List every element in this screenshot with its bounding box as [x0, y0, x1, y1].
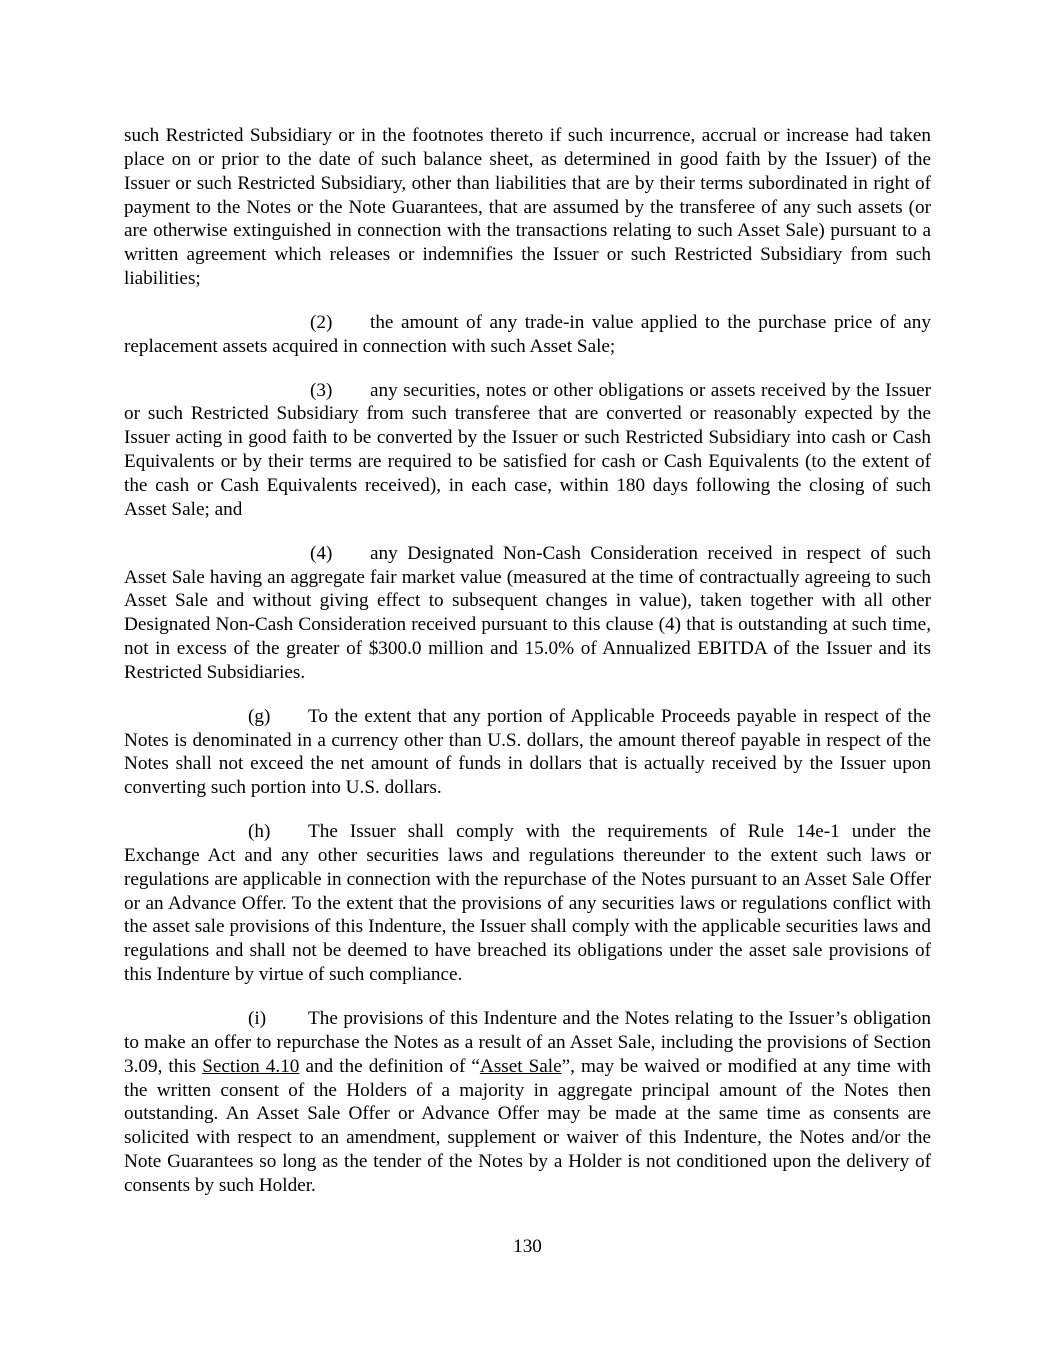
clause-text: any Designated Non-Cash Consideration received in respect of such Asset Sale having an aggregate fair market value (measured at the time of contractually agreeing to such Asset Sale and without giving effect to subsequent changes in value), taken together with all other Designated Non-Cash Consideration received pursuant to this clause (4) that is outstanding at such time, not in excess of the greater of $300.0 million and 15.0% of Annualized EBITDA of the Issuer and its Restricted Subsidiaries. [124, 542, 931, 683]
clause-marker: (4) [310, 542, 333, 564]
clause-marker: (2) [310, 311, 333, 333]
section-text: To the extent that any portion of Applicable Proceeds payable in respect of the Notes is denominated in a currency other than U.S. dollars, the amount thereof payable in respect of the Notes shall not exceed the net amount of funds in dollars that is actually received by the Issuer upon converting such portion into U.S. dollars. [124, 705, 931, 799]
section-text-part: ”, may be waived or modified at any time with the written consent of the Holders of a majority in aggregate principal amount of the Notes then outstanding. An Asset Sale Offer or Advance Offer may be made at the same time as consents are solicited with respect to an amendment, supplement or waiver of this Indenture, the Notes and/or the Note Guarantees so long as the tender of the Notes by a Holder is not conditioned upon the delivery of consents by such Holder. [124, 1055, 931, 1196]
asset-sale-link[interactable]: Asset Sale [479, 1055, 562, 1077]
section-i [124, 1007, 931, 1198]
section-text-part: and the definition of “ [299, 1055, 480, 1077]
clause-text: the amount of any trade-in value applied to the purchase price of any replacement assets acquired in connection with such Asset Sale; [124, 311, 931, 357]
section-text-part: The provisions of this Indenture and the Notes relating to the Issuer’s obligation to make an offer to repurchase the Notes as a result of an Asset Sale, including the provisions of Section 3.09, this [124, 1008, 931, 1077]
page-number: 130 [513, 1236, 542, 1257]
document-body [124, 124, 931, 1218]
clause-3 [124, 379, 931, 522]
section-marker: (i) [248, 1008, 267, 1029]
clause-4 [124, 542, 931, 685]
section-4-10-link[interactable]: Section 4.10 [202, 1055, 300, 1077]
section-h [124, 820, 931, 987]
clause-2 [124, 311, 931, 359]
section-text: The Issuer shall comply with the requirements of Rule 14e-1 under the Exchange Act and any other securities laws and regulations thereunder to the extent such laws or regulations are applicable in connection with the repurchase of the Notes pursuant to an Asset Sale Offer or an Advance Offer. To the extent that the provisions of any securities laws or regulations conflict with the asset sale provisions of this Indenture, the Issuer shall comply with the applicable securities laws and regulations and shall not be deemed to have breached its obligations under the asset sale provisions of this Indenture by virtue of such compliance. [124, 821, 931, 986]
section-g [124, 705, 931, 800]
section-marker: (g) [248, 705, 271, 727]
clause-marker: (3) [310, 379, 333, 401]
section-marker: (h) [248, 821, 271, 843]
clause-text: any securities, notes or other obligations or assets received by the Issuer or such Restricted Subsidiary from such transferee that are converted or reasonably expected by the Issuer acting in good faith to be converted by the Issuer or such Restricted Subsidiary into cash or Cash Equivalents or by their terms are required to be satisfied for cash or Cash Equivalents (to the extent of the cash or Cash Equivalents received), in each case, within 180 days following the closing of such Asset Sale; and [124, 379, 931, 520]
continued-paragraph: such Restricted Subsidiary or in the footnotes thereto if such incurrence, accrual or increase had taken place on or prior to the date of such balance sheet, as determined in good faith by the Issuer) of the Issuer or such Restricted Subsidiary, other than liabilities that are by their terms subordinated in right of payment to the Notes or the Note Guarantees, that are assumed by the transferee of any such assets (or are otherwise extinguished in connection with the transactions relating to such Asset Sale) pursuant to a written agreement which releases or indemnifies the Issuer or such Restricted Subsidiary from such liabilities; [124, 125, 931, 290]
